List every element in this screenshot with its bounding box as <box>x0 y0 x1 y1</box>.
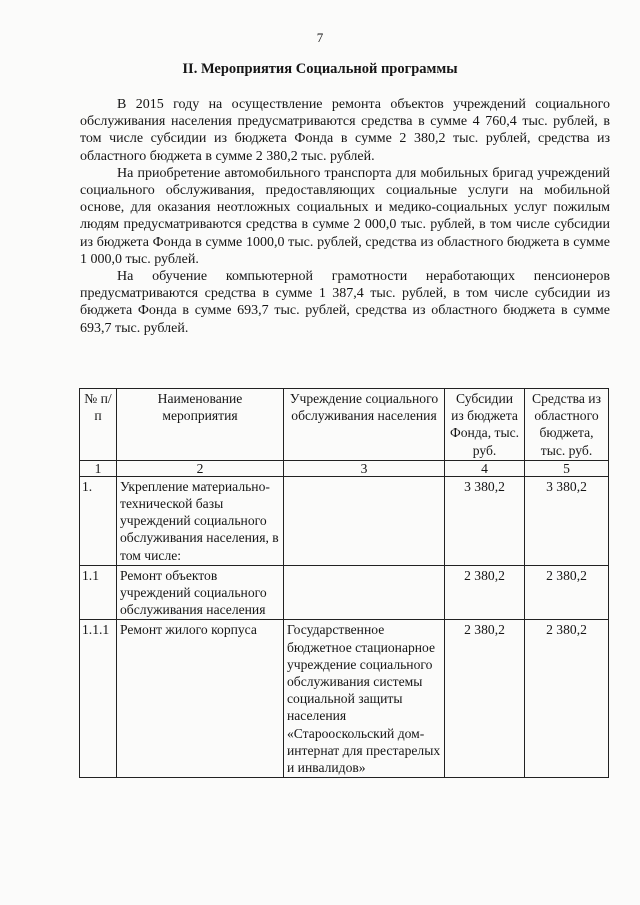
header-regional-budget: Средства из областного бюджета, тыс. руб. <box>525 389 609 461</box>
row-activity: Ремонт объектов учреждений социального обслуживания населения <box>117 565 284 620</box>
row-institution <box>284 565 445 620</box>
row-regional-budget: 2 380,2 <box>525 565 609 620</box>
table-header-row <box>80 389 609 461</box>
paragraph-text: На обучение компьютерной грамотности неработающих пенсионеров предусматриваются средства в сумме 1 387,4 тыс. рублей, в том числе субсидии из бюджета Фонда в сумме 693,7 тыс. рублей, средства из областного бюджета в сумме 693,7 тыс. рублей. <box>80 269 610 336</box>
row-number: 1. <box>80 476 117 565</box>
row-activity: Ремонт жилого корпуса <box>117 620 284 778</box>
row-fund-subsidy: 2 380,2 <box>445 620 525 778</box>
header-fund-subsidy: Субсидии из бюджета Фонда, тыс. руб. <box>445 389 525 461</box>
row-institution: Государственное бюджетное стационарное учреждение социального обслуживания системы социальной защиты населения «Старооскольский дом-интернат для престарелых и инвалидов» <box>284 620 445 778</box>
row-fund-subsidy: 3 380,2 <box>445 476 525 565</box>
section-title: II. Мероприятия Социальной программы <box>182 61 458 77</box>
row-fund-subsidy: 2 380,2 <box>445 565 525 620</box>
row-regional-budget: 2 380,2 <box>525 620 609 778</box>
table-row <box>80 620 609 778</box>
row-institution <box>284 476 445 565</box>
header-institution: Учреждение социального обслуживания населения <box>284 389 445 461</box>
row-number: 1.1 <box>80 565 117 620</box>
column-number: 1 <box>80 460 117 476</box>
row-activity: Укрепление материально-технической базы учреждений социального обслуживания населения, в том числе: <box>117 476 284 565</box>
row-number: 1.1.1 <box>80 620 117 778</box>
body-text <box>80 96 610 337</box>
column-number: 3 <box>284 460 445 476</box>
column-number: 4 <box>445 460 525 476</box>
row-regional-budget: 3 380,2 <box>525 476 609 565</box>
programme-table <box>79 388 609 778</box>
column-number: 5 <box>525 460 609 476</box>
paragraph <box>80 96 610 165</box>
table-row <box>80 565 609 620</box>
table-row <box>80 476 609 565</box>
header-activity: Наименование мероприятия <box>117 389 284 461</box>
page-number: 7 <box>316 30 324 45</box>
paragraph <box>80 165 610 268</box>
paragraph-text: В 2015 году на осуществление ремонта объектов учреждений социального обслуживания населения предусматриваются средства в сумме 4 760,4 тыс. рублей, в том числе субсидии из бюджета Фонда в сумме 2 380,2 тыс. рублей, средства из областного бюджета в сумме 2 380,2 тыс. рублей. <box>80 97 610 164</box>
paragraph-text: На приобретение автомобильного транспорта для мобильных бригад учреждений социального обслуживания, предоставляющих социальные услуги на мобильной основе, для оказания неотложных социальных и медико-социальных услуг пожилым людям предусматриваются средства в сумме 2 000,0 тыс. рублей, в том числе субсидии из бюджета Фонда в сумме 1000,0 тыс. рублей, средства из областного бюджета в сумме 1 000,0 тыс. рублей. <box>80 165 610 267</box>
column-number: 2 <box>117 460 284 476</box>
column-number-row <box>80 460 609 476</box>
header-number: № п/п <box>80 389 117 461</box>
paragraph <box>80 268 610 337</box>
